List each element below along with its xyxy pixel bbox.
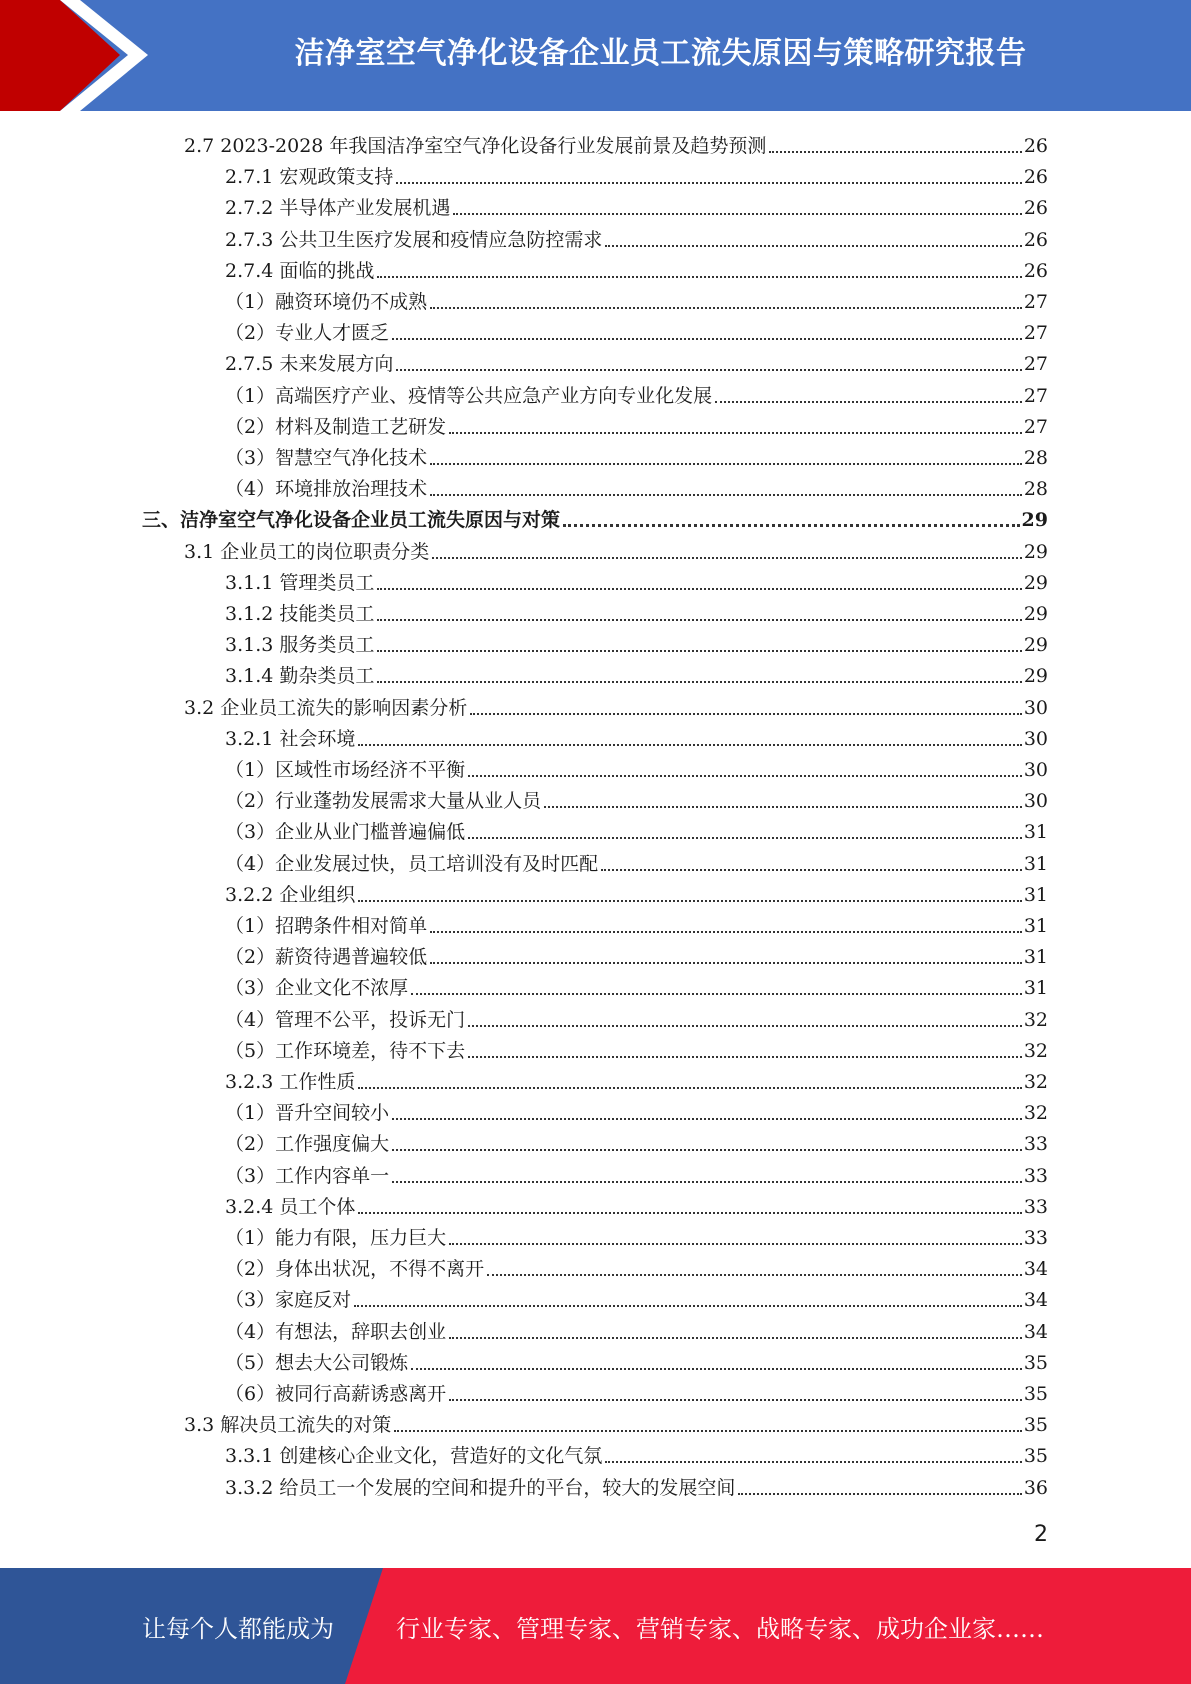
toc-entry[interactable] bbox=[225, 1188, 1048, 1219]
toc-entry-page: 29 bbox=[1023, 540, 1048, 563]
toc-entry-label: 2.7.4 面临的挑战 bbox=[225, 259, 375, 282]
toc-leader-dots bbox=[449, 1243, 1022, 1245]
toc-entry-page: 34 bbox=[1023, 1258, 1048, 1281]
toc-leader-dots bbox=[377, 619, 1021, 621]
toc-entry-page: 35 bbox=[1023, 1383, 1048, 1405]
toc-leader-dots bbox=[377, 276, 1021, 278]
toc-leader-dots bbox=[358, 744, 1021, 746]
toc-entry-label: （1）融资环境仍不成熟 bbox=[225, 291, 428, 313]
toc-entry[interactable] bbox=[225, 283, 1048, 314]
toc-entry[interactable] bbox=[225, 408, 1048, 439]
toc-entry[interactable] bbox=[184, 127, 1048, 158]
toc-entry-page: 33 bbox=[1023, 1164, 1048, 1187]
toc-entry-label: 3.1.2 技能类员工 bbox=[225, 603, 375, 625]
toc-leader-dots bbox=[430, 463, 1022, 465]
toc-entry[interactable] bbox=[225, 252, 1048, 283]
toc-entry[interactable] bbox=[225, 969, 1048, 1000]
toc-entry[interactable] bbox=[225, 876, 1048, 907]
toc-leader-dots bbox=[715, 401, 1022, 403]
toc-leader-dots bbox=[392, 1149, 1022, 1151]
toc-entry-label: 3.2 企业员工流失的影响因素分析 bbox=[184, 696, 468, 719]
toc-entry-page: 32 bbox=[1023, 1102, 1048, 1125]
toc-entry-page: 27 bbox=[1023, 384, 1048, 407]
toc-entry-label: （5）想去大公司锻炼 bbox=[225, 1351, 409, 1374]
toc-entry[interactable] bbox=[225, 1281, 1048, 1312]
toc-entry-label: （2）薪资待遇普遍较低 bbox=[225, 946, 428, 969]
toc-leader-dots bbox=[601, 869, 1022, 871]
toc-entry-page: 30 bbox=[1023, 696, 1048, 719]
toc-entry[interactable] bbox=[225, 1313, 1048, 1344]
toc-entry-page: 33 bbox=[1023, 1195, 1048, 1218]
toc-leader-dots bbox=[377, 650, 1021, 652]
toc-leader-dots bbox=[468, 775, 1022, 777]
toc-entry-page: 29 bbox=[1023, 571, 1048, 594]
toc-leader-dots bbox=[470, 713, 1022, 715]
toc-entry[interactable] bbox=[142, 501, 1048, 532]
toc-leader-dots bbox=[394, 1430, 1022, 1432]
toc-entry-page: 32 bbox=[1023, 1071, 1048, 1093]
toc-entry-label: （3）企业文化不浓厚 bbox=[225, 977, 409, 1000]
toc-entry-page: 26 bbox=[1023, 197, 1048, 220]
toc-leader-dots bbox=[396, 182, 1021, 184]
toc-leader-dots bbox=[411, 993, 1022, 995]
page-header bbox=[0, 0, 1191, 111]
toc-entry-label: 3.1.4 勤杂类员工 bbox=[225, 665, 375, 688]
toc-entry-page: 27 bbox=[1023, 322, 1048, 345]
toc-entry-page: 28 bbox=[1023, 447, 1048, 469]
toc-entry[interactable] bbox=[225, 439, 1048, 470]
toc-entry-page: 32 bbox=[1023, 1039, 1048, 1062]
toc-entry[interactable] bbox=[225, 221, 1048, 252]
toc-entry-label: （1）晋升空间较小 bbox=[225, 1102, 390, 1125]
toc-entry[interactable] bbox=[225, 1437, 1048, 1468]
toc-entry-page: 31 bbox=[1023, 915, 1048, 937]
toc-entry[interactable] bbox=[225, 1001, 1048, 1032]
toc-entry-page: 34 bbox=[1023, 1320, 1048, 1343]
header-arrow-decoration bbox=[0, 0, 170, 111]
toc-entry-page: 31 bbox=[1023, 883, 1048, 906]
footer-slogan-right: 行业专家、管理专家、营销专家、战略专家、成功企业家…… bbox=[396, 1614, 1044, 1643]
toc-entry-page: 31 bbox=[1023, 977, 1048, 1000]
toc-entry[interactable] bbox=[225, 907, 1048, 938]
toc-entry-page: 26 bbox=[1023, 166, 1048, 189]
toc-entry-label: （1）招聘条件相对简单 bbox=[225, 915, 428, 937]
report-title: 洁净室空气净化设备企业员工流失原因与策略研究报告 bbox=[294, 36, 1027, 71]
toc-entry-page: 28 bbox=[1023, 478, 1048, 501]
toc-entry-label: （4）有想法，辞职去创业 bbox=[225, 1320, 447, 1343]
toc-entry[interactable] bbox=[225, 1094, 1048, 1125]
toc-entry-page: 31 bbox=[1023, 821, 1048, 844]
toc-entry-page: 31 bbox=[1023, 946, 1048, 969]
toc-entry[interactable] bbox=[225, 1032, 1048, 1063]
toc-leader-dots bbox=[430, 931, 1022, 933]
toc-entry[interactable] bbox=[184, 533, 1048, 564]
toc-entry-page: 29 bbox=[1023, 634, 1048, 657]
toc-entry[interactable] bbox=[225, 189, 1048, 220]
toc-entry[interactable] bbox=[225, 158, 1048, 189]
toc-entry[interactable] bbox=[184, 1406, 1048, 1437]
page-footer bbox=[0, 1568, 1191, 1684]
toc-leader-dots bbox=[449, 1337, 1022, 1339]
toc-leader-dots bbox=[377, 681, 1021, 683]
toc-entry-page: 35 bbox=[1023, 1414, 1048, 1437]
toc-entry-label: 2.7.5 未来发展方向 bbox=[225, 353, 394, 376]
toc-entry-page: 26 bbox=[1023, 259, 1048, 282]
toc-entry[interactable] bbox=[225, 1344, 1048, 1375]
toc-entry-page: 29 bbox=[1023, 603, 1048, 625]
footer-slogan-left: 让每个人都能成为 bbox=[142, 1614, 334, 1643]
toc-leader-dots bbox=[358, 1212, 1021, 1214]
toc-entry[interactable] bbox=[225, 595, 1048, 626]
toc-entry-label: 3.3 解决员工流失的对策 bbox=[184, 1414, 392, 1437]
toc-leader-dots bbox=[453, 213, 1021, 215]
toc-entry-page: 31 bbox=[1023, 852, 1048, 875]
toc-entry-label: （4）环境排放治理技术 bbox=[225, 478, 428, 501]
toc-leader-dots bbox=[468, 1025, 1022, 1027]
toc-entry-page: 27 bbox=[1023, 353, 1048, 376]
toc-entry[interactable] bbox=[225, 845, 1048, 876]
toc-leader-dots bbox=[392, 1181, 1022, 1183]
toc-entry-label: （3）工作内容单一 bbox=[225, 1164, 390, 1187]
toc-leader-dots bbox=[468, 837, 1022, 839]
toc-entry[interactable] bbox=[225, 470, 1048, 501]
toc-entry-page: 29 bbox=[1021, 509, 1048, 532]
toc-entry[interactable] bbox=[225, 564, 1048, 595]
toc-entry-page: 32 bbox=[1023, 1008, 1048, 1031]
toc-leader-dots bbox=[468, 1056, 1022, 1058]
toc-entry-label: 3.3.1 创建核心企业文化，营造好的文化气氛 bbox=[225, 1445, 603, 1468]
toc-entry-label: （2）行业蓬勃发展需求大量从业人员 bbox=[225, 790, 542, 813]
toc-entry[interactable] bbox=[225, 626, 1048, 657]
toc-entry[interactable] bbox=[225, 1125, 1048, 1156]
toc-entry-label: 3.1 企业员工的岗位职责分类 bbox=[184, 540, 430, 563]
toc-entry[interactable] bbox=[225, 1469, 1048, 1500]
toc-entry[interactable] bbox=[225, 657, 1048, 688]
toc-entry-label: 3.2.4 员工个体 bbox=[225, 1195, 356, 1218]
toc-entry-label: （1）能力有限，压力巨大 bbox=[225, 1227, 447, 1249]
toc-leader-dots bbox=[358, 1087, 1021, 1089]
toc-entry-label: （5）工作环境差，待不下去 bbox=[225, 1039, 466, 1062]
toc-entry[interactable] bbox=[225, 782, 1048, 813]
toc-entry[interactable] bbox=[225, 1063, 1048, 1094]
toc-entry-label: （2）专业人才匮乏 bbox=[225, 322, 390, 345]
toc-entry-label: 3.1.3 服务类员工 bbox=[225, 634, 375, 657]
toc-leader-dots bbox=[411, 1368, 1022, 1370]
toc-entry-page: 30 bbox=[1023, 727, 1048, 750]
toc-leader-dots bbox=[358, 900, 1021, 902]
toc-leader-dots bbox=[392, 1118, 1022, 1120]
toc-entry-label: （2）材料及制造工艺研发 bbox=[225, 415, 447, 438]
toc-entry-page: 30 bbox=[1023, 790, 1048, 813]
toc-entry-page: 26 bbox=[1023, 135, 1048, 157]
toc-entry-page: 29 bbox=[1023, 665, 1048, 688]
toc-entry-label: （3）企业从业门槛普遍偏低 bbox=[225, 821, 466, 844]
toc-entry[interactable] bbox=[225, 1250, 1048, 1281]
toc-entry[interactable] bbox=[225, 345, 1048, 376]
toc-entry-page: 30 bbox=[1023, 759, 1048, 781]
toc-entry-label: 2.7.2 半导体产业发展机遇 bbox=[225, 197, 451, 220]
toc-entry-label: （3）智慧空气净化技术 bbox=[225, 447, 428, 469]
toc-entry[interactable] bbox=[225, 1375, 1048, 1406]
toc-entry[interactable] bbox=[225, 938, 1048, 969]
toc-entry-page: 34 bbox=[1023, 1289, 1048, 1312]
toc-entry-label: 2.7 2023-2028 年我国洁净室空气净化设备行业发展前景及趋势预测 bbox=[184, 135, 767, 157]
toc-leader-dots bbox=[605, 245, 1021, 247]
toc-leader-dots bbox=[392, 338, 1022, 340]
toc-entry-page: 33 bbox=[1023, 1227, 1048, 1249]
toc-leader-dots bbox=[769, 151, 1021, 153]
toc-entry[interactable] bbox=[225, 1157, 1048, 1188]
toc-entry[interactable] bbox=[225, 813, 1048, 844]
toc-entry-label: （2）工作强度偏大 bbox=[225, 1133, 390, 1156]
toc-entry-label: 2.7.3 公共卫生医疗发展和疫情应急防控需求 bbox=[225, 228, 603, 251]
toc-leader-dots bbox=[605, 1461, 1021, 1463]
toc-entry[interactable] bbox=[225, 720, 1048, 751]
toc-entry-label: （3）家庭反对 bbox=[225, 1289, 352, 1312]
page-number: 2 bbox=[1034, 1522, 1048, 1547]
toc-entry-label: 三、洁净室空气净化设备企业员工流失原因与对策 bbox=[142, 509, 561, 532]
toc-leader-dots bbox=[563, 524, 1020, 527]
toc-leader-dots bbox=[544, 806, 1022, 808]
toc-entry[interactable] bbox=[225, 314, 1048, 345]
toc-leader-dots bbox=[430, 962, 1022, 964]
toc-entry[interactable] bbox=[225, 377, 1048, 408]
toc-entry-page: 26 bbox=[1023, 228, 1048, 251]
toc-leader-dots bbox=[396, 369, 1021, 371]
toc-leader-dots bbox=[430, 494, 1022, 496]
toc-entry-label: （1）区域性市场经济不平衡 bbox=[225, 759, 466, 781]
toc-leader-dots bbox=[738, 1493, 1021, 1495]
toc-entry-label: （6）被同行高薪诱惑离开 bbox=[225, 1383, 447, 1405]
toc-entry-label: 2.7.1 宏观政策支持 bbox=[225, 166, 394, 189]
toc-entry-label: （4）企业发展过快，员工培训没有及时匹配 bbox=[225, 852, 599, 875]
toc-entry-page: 35 bbox=[1023, 1351, 1048, 1374]
toc-leader-dots bbox=[487, 1274, 1022, 1276]
toc-leader-dots bbox=[449, 432, 1022, 434]
toc-entry-label: 3.2.2 企业组织 bbox=[225, 883, 356, 906]
toc-entry[interactable] bbox=[225, 1219, 1048, 1250]
toc-entry-label: 3.1.1 管理类员工 bbox=[225, 571, 375, 594]
toc-leader-dots bbox=[449, 1399, 1022, 1401]
toc-entry-label: 3.2.3 工作性质 bbox=[225, 1071, 356, 1093]
toc-leader-dots bbox=[430, 307, 1022, 309]
toc-entry-label: （4）管理不公平，投诉无门 bbox=[225, 1008, 466, 1031]
toc-entry-page: 36 bbox=[1023, 1476, 1048, 1499]
toc-entry-page: 27 bbox=[1023, 415, 1048, 438]
toc-leader-dots bbox=[377, 588, 1021, 590]
toc-entry-label: 3.2.1 社会环境 bbox=[225, 727, 356, 750]
toc-entry-page: 27 bbox=[1023, 291, 1048, 313]
toc-entry-label: （1）高端医疗产业、疫情等公共应急产业方向专业化发展 bbox=[225, 384, 713, 407]
toc-entry-page: 33 bbox=[1023, 1133, 1048, 1156]
toc-entry[interactable] bbox=[184, 689, 1048, 720]
toc-leader-dots bbox=[354, 1305, 1022, 1307]
toc-leader-dots bbox=[432, 557, 1022, 559]
toc-entry-page: 35 bbox=[1023, 1445, 1048, 1468]
toc-entry-label: （2）身体出状况，不得不离开 bbox=[225, 1258, 485, 1281]
toc-entry-label: 3.3.2 给员工一个发展的空间和提升的平台，较大的发展空间 bbox=[225, 1476, 736, 1499]
toc-entry[interactable] bbox=[225, 751, 1048, 782]
